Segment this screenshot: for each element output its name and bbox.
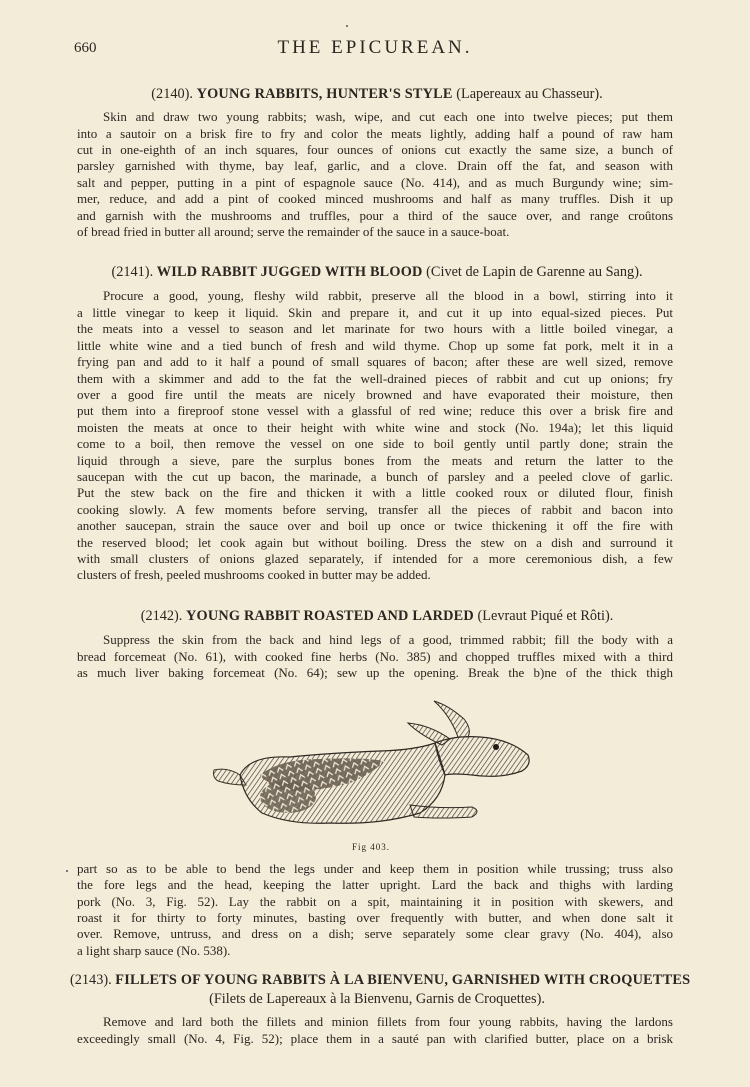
body-line: cut in one-eighth of an inch squares, four ounces of onions cut exactly the same size, a bunch of <box>77 142 673 157</box>
body-line: over. Remove, untruss, and dress on a dish; serve separately some clear gravy (No. 404), also <box>77 926 673 941</box>
body-line: Put the stew back on the fire and thicken it with a little cooked roux or diluted flour, finish <box>77 485 673 500</box>
body-line: moisten the meats at once to their height with white wine and stock (No. 194a); let this liquid <box>77 420 673 435</box>
body-line: part so as to be able to bend the legs under and keep them in position while trussing; truss also <box>77 861 673 876</box>
body-line: and garnish with the mushrooms and truffles, pour a third of the sauce over, and range croûtons <box>77 208 673 223</box>
body-line: Suppress the skin from the back and hind legs of a good, trimmed rabbit; fill the body with a <box>103 632 673 647</box>
body-line: saucepan with the cut up bacon, the marinade, a bunch of parsley and a peeled clove of garlic. <box>77 469 673 484</box>
body-line: put them into a fireproof stone vessel with a glassful of red wine; reduce this over a brisk fire and <box>77 403 673 418</box>
section-heading-2142 <box>70 608 684 625</box>
section-number: (2143). <box>70 972 112 988</box>
body-line: mer, reduce, and add a pint of cooked minced mushrooms and half as many truffles. Dish it up <box>77 191 673 206</box>
body-line: the fore legs and the head, keeping the latter upright. Lard the back and thighs with larding <box>77 877 673 892</box>
section-number: (2140). <box>151 86 193 102</box>
body-line: the reserved blood; let cook again but without boiling. Dress the stew on a dish and surround it <box>77 535 673 550</box>
section-french-title-2143 <box>70 991 684 1008</box>
body-line: pork (No. 3, Fig. 52). Lay the rabbit on a spit, maintaining it in position with skewers, and <box>77 894 673 909</box>
section-title: WILD RABBIT JUGGED WITH BLOOD <box>156 264 423 280</box>
section-french-title: (Filets de Lapereaux à la Bienvenu, Garnis de Croquettes). <box>209 991 545 1007</box>
page-number: 660 <box>74 40 97 56</box>
body-line: roast it for thirty to forty minutes, basting over frequently with butter, and when done salt it <box>77 910 673 925</box>
section-french-title: (Civet de Lapin de Garenne au Sang). <box>426 264 643 280</box>
section-heading-2141 <box>70 264 684 281</box>
section-title: YOUNG RABBIT ROASTED AND LARDED <box>185 608 474 624</box>
body-line: another saucepan, strain the sauce over and boil up once or twice thickening it off the fire with <box>77 518 673 533</box>
body-line: bread forcemeat (No. 61), with cooked fine herbs (No. 385) and chopped truffles mixed with a third <box>77 649 673 664</box>
body-line: a light sharp sauce (No. 538). <box>77 943 231 958</box>
section-title: FILLETS OF YOUNG RABBITS À LA BIENVENU, GARNISHED WITH CROQUETTES <box>115 972 691 988</box>
section-heading-2143 <box>70 972 691 989</box>
running-title: THE EPICUREAN. <box>277 37 473 58</box>
larded-rabbit-illustration <box>210 695 540 840</box>
body-line: clusters of fresh, peeled mushrooms cooked in butter may be added. <box>77 567 431 582</box>
section-number: (2142). <box>140 608 183 624</box>
body-line: into a sautoir on a brisk fire to fry and color the meats lightly, adding half a pound of raw ham <box>77 126 673 141</box>
body-line: them with a skimmer and add to the fat the well-drained pieces of rabbit and cut up onions; fry <box>77 371 673 386</box>
section-title: YOUNG RABBITS, HUNTER'S STYLE <box>196 86 453 102</box>
body-line: a little vinegar to keep it liquid. Skin and prepare it, and cut it up into equal-sized pieces. Put <box>77 305 673 320</box>
figure-caption: Fig 403. <box>352 842 391 852</box>
print-speck <box>346 25 348 27</box>
section-french-title: (Lapereaux au Chasseur). <box>456 86 603 102</box>
body-line: parsley garnished with thyme, bay leaf, garlic, and a clove. Drain off the fat, and season with <box>77 158 673 173</box>
section-french-title: (Levraut Piqué et Rôti). <box>477 608 614 624</box>
body-line: the meats into a vessel to season and let marinate for two hours with a little boiled vinegar, a <box>77 321 673 336</box>
print-speck <box>66 870 68 872</box>
body-line: cooking slowly. A few moments before serving, transfer all the pieces of rabbit and bacon into <box>77 502 673 517</box>
section-heading-2140 <box>70 86 684 103</box>
section-number: (2141). <box>111 264 154 280</box>
body-line: Skin and draw two young rabbits; wash, wipe, and cut each one into twelve pieces; put them <box>103 109 673 124</box>
body-line: Procure a good, young, fleshy wild rabbit, preserve all the blood in a bowl, stirring into it <box>103 288 673 303</box>
body-line: as much liver baking forcemeat (No. 64); sew up the opening. Break the b)ne of the thick thigh <box>77 665 673 680</box>
body-line: little white wine and a tied bunch of fresh and wild thyme. Chop up some fat pork, melt it in a <box>77 338 673 353</box>
body-line: exceedingly small (No. 4, Fig. 52); place them in a sauté pan with clarified butter, place on a brisk <box>77 1031 673 1046</box>
body-line: come to a boil, then remove the vessel on one side to boil gently until partly done; strain the <box>77 436 673 451</box>
body-line: of bread fried in butter all around; serve the remainder of the sauce in a sauce-boat. <box>77 224 510 239</box>
body-line: frying pan and add to it half a pound of small squares of bacon; after these are well sized, remove <box>77 354 673 369</box>
body-line: liquid through a sieve, pare the surplus bones from the meats and return the latter to the <box>77 453 673 468</box>
body-line: Remove and lard both the fillets and minion fillets from four young rabbits, having the lardons <box>103 1014 673 1029</box>
body-line: with small clusters of onions glazed separately, if intended for a more ceremonious dish, a few <box>77 551 673 566</box>
body-line: over a good fire until the meats are nicely browned and have evaporated their moisture, then <box>77 387 673 402</box>
body-line: salt and pepper, putting in a pint of espagnole sauce (No. 414), and as much Burgundy wine; sim- <box>77 175 673 190</box>
